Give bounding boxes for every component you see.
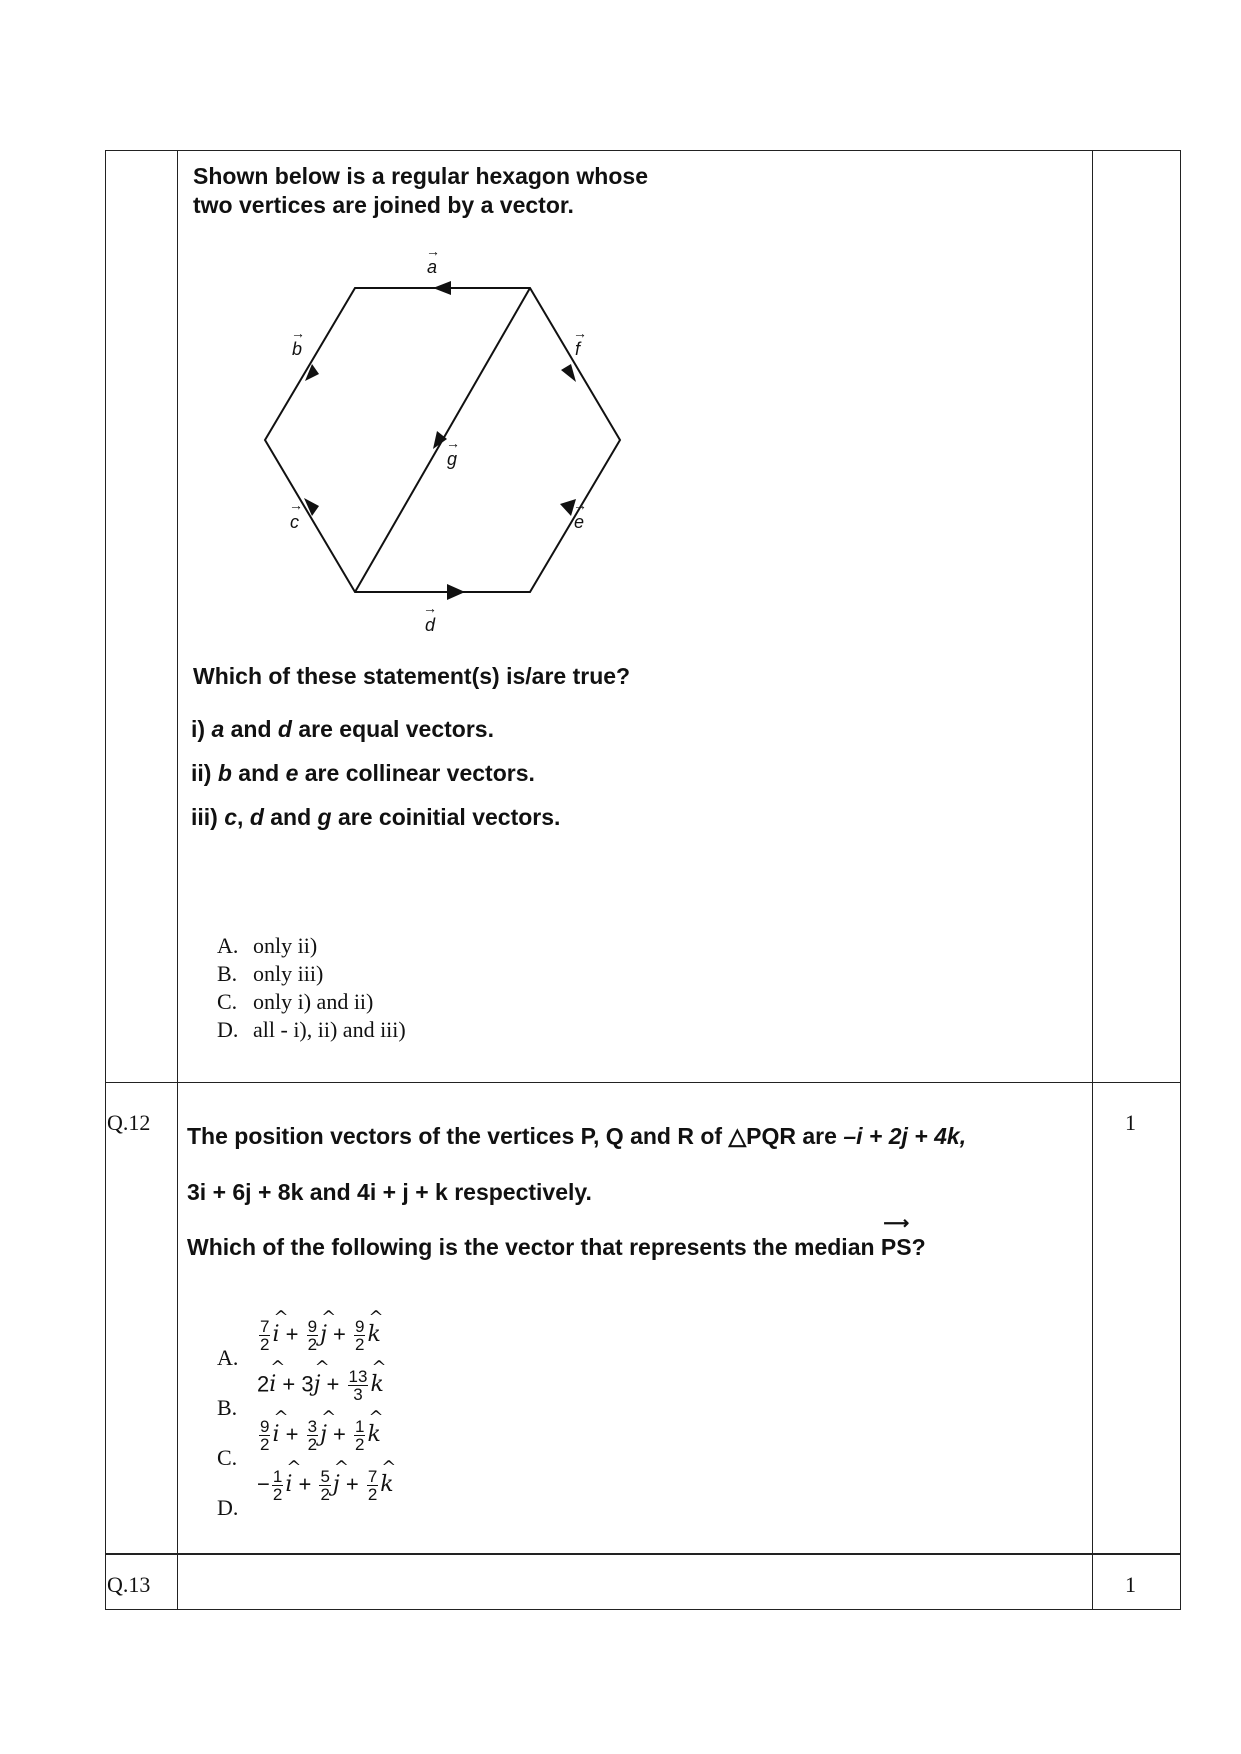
- vector-g: g: [317, 804, 332, 830]
- q12-option-d-label[interactable]: D.: [217, 1495, 239, 1520]
- q12-option-b[interactable]: 2^ i + 3^ j + $\frac{13}{3}$ ^ k: [257, 1368, 384, 1403]
- q11-ask: Which of these statement(s) is/are true?: [193, 663, 631, 689]
- vector-e: e: [285, 760, 299, 786]
- q11-option-c[interactable]: C. only i) and ii): [217, 989, 374, 1014]
- arrowhead-a: [433, 281, 451, 295]
- question-table: [105, 150, 1181, 1610]
- q11-statement-1: i) a and d are equal vectors.: [191, 716, 494, 742]
- table-border-bottom: [105, 1609, 1181, 1610]
- vector-d: d: [277, 716, 292, 742]
- table-divider-number: [177, 150, 178, 1610]
- q13-number: Q.13: [107, 1572, 151, 1597]
- q12-line2: 3i + 6j + 8k and 4i + j + k respectively.: [187, 1179, 592, 1205]
- q11-option-d[interactable]: D. all - i), ii) and iii): [217, 1017, 406, 1042]
- vector-ps: ⟶ PS: [880, 1213, 912, 1260]
- label-d: d: [425, 615, 436, 635]
- svg-text:→: →: [426, 243, 440, 259]
- svg-text:→: →: [573, 497, 587, 513]
- vector-a: a: [211, 716, 225, 742]
- vector-b: b: [217, 760, 232, 786]
- label-b: b: [292, 339, 303, 359]
- vector-p: –i + 2j + 4k,: [843, 1123, 967, 1149]
- q12-option-c[interactable]: $\frac{9}{2}$ ^ i + $\frac{3}{2}$ ^ j + $\frac{1}{2}$ ^ k: [257, 1418, 381, 1453]
- row-divider-q12: [105, 1082, 1181, 1083]
- arrowhead-c: [304, 498, 319, 516]
- arrowhead-f: [561, 364, 576, 382]
- label-f: f: [575, 339, 581, 359]
- vector-d: d: [249, 804, 264, 830]
- row-divider-q13: [105, 1553, 1181, 1555]
- q11-intro-line1: Shown below is a regular hexagon whose: [193, 163, 648, 189]
- q11-intro: [193, 162, 648, 220]
- q12-line3: Which of the following is the vector that represents the median ⟶ PS?: [187, 1213, 926, 1260]
- label-a: a: [427, 257, 438, 277]
- svg-text:→: →: [446, 435, 460, 451]
- q11-option-a[interactable]: A. only ii): [217, 933, 318, 958]
- table-border-top: [105, 150, 1181, 151]
- triangle-symbol: △PQR: [728, 1123, 796, 1149]
- q12-marks: 1: [1125, 1110, 1136, 1135]
- svg-text:→: →: [423, 600, 437, 616]
- arrowhead-d: [447, 584, 465, 600]
- q11-option-b[interactable]: B. only iii): [217, 961, 324, 986]
- svg-text:→: →: [291, 325, 305, 341]
- vector-c: c: [224, 804, 238, 830]
- hexagon-figure: [225, 240, 765, 710]
- q12-option-d[interactable]: − $\frac{1}{2}$ ^ i + $\frac{5}{2}$ ^ j + $\frac{7}{2}$ ^ k: [257, 1468, 394, 1503]
- q12-line1: The position vectors of the vertices P, Q and R of △PQR are –i + 2j + 4k,: [187, 1123, 967, 1149]
- q12-option-b-label[interactable]: B.: [217, 1395, 238, 1420]
- label-g: g: [447, 449, 458, 469]
- svg-text:→: →: [289, 497, 303, 513]
- table-border-left: [105, 150, 106, 1610]
- q12-number: Q.12: [107, 1110, 151, 1135]
- vector-arrow-icon: ⟶: [883, 1213, 910, 1233]
- q11-statement-2: ii) b and e are collinear vectors.: [191, 760, 535, 786]
- q11-intro-line2: two vertices are joined by a vector.: [193, 192, 574, 218]
- label-e: e: [574, 512, 585, 532]
- q12-option-a-label[interactable]: A.: [217, 1345, 239, 1370]
- q11-statement-3: iii) c, d and g are coinitial vectors.: [191, 804, 561, 830]
- arrowhead-b: [305, 364, 319, 381]
- q11-options: [217, 932, 406, 1044]
- table-border-right: [1180, 150, 1181, 1610]
- q12-option-c-label[interactable]: C.: [217, 1445, 238, 1470]
- label-c: c: [290, 512, 299, 532]
- svg-text:→: →: [573, 325, 587, 341]
- table-divider-marks: [1092, 150, 1093, 1610]
- q12-option-a[interactable]: $\frac{7}{2}$ ^ i + $\frac{9}{2}$ ^ j + $\frac{9}{2}$ ^ k: [257, 1318, 381, 1353]
- q13-marks: 1: [1125, 1572, 1136, 1597]
